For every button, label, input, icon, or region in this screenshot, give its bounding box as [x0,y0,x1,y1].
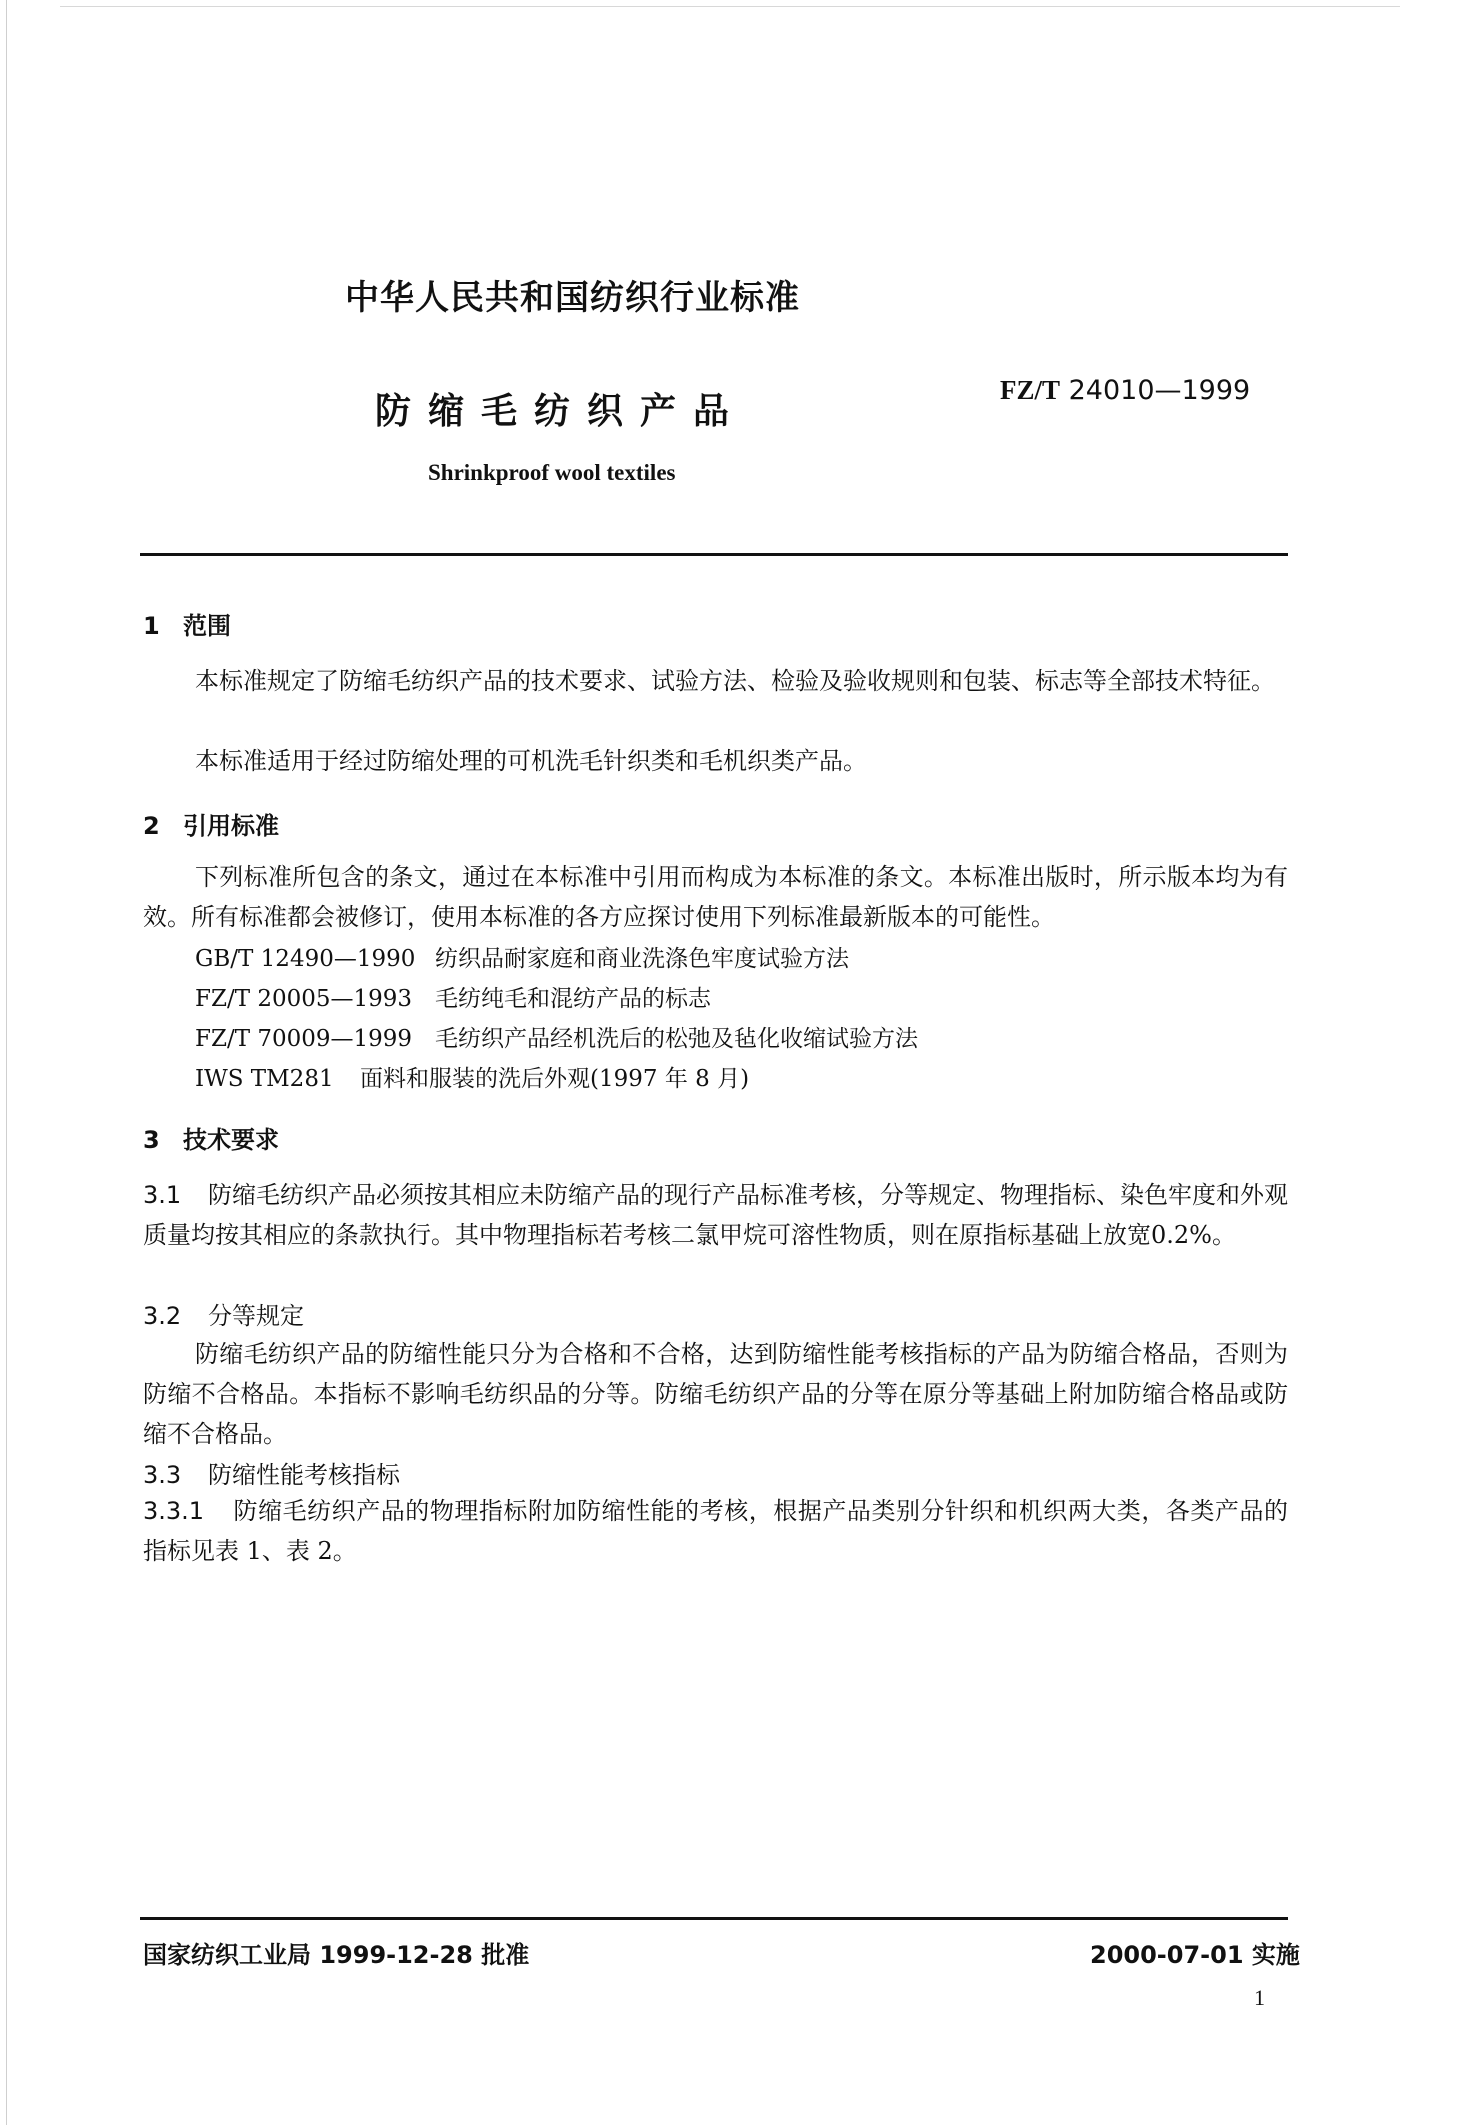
section-2-paragraph-1: 下列标准所包含的条文，通过在本标准中引用而构成为本标准的条文。本标准出版时，所示版本均为有效。所有标准都会被修订，使用本标准的各方应探讨使用下列标准最新版本的可能性。 [143,863,1288,931]
scan-edge-top [60,6,1400,7]
standard-code-prefix: FZ/T [1000,375,1061,405]
reference-title: 纺织品耐家庭和商业洗涤色牢度试验方法 [435,946,849,972]
reference-title: 毛纺纯毛和混纺产品的标志 [435,986,711,1012]
section-1-number: 1 [143,612,160,640]
section-2-heading [143,806,279,841]
clause-3-1-text: 防缩毛纺织产品必须按其相应未防缩产品的现行产品标准考核，分等规定、物理指标、染色牢度和外观质量均按其相应的条款执行。其中物理指标若考核二氯甲烷可溶性物质，则在原指标基础上放宽0.2%。 [143,1181,1288,1249]
clause-3-3-heading [143,1455,400,1490]
page-number: 1 [1254,1985,1265,2010]
clause-3-3-1-number: 3.3.1 [143,1497,205,1525]
section-3-number: 3 [143,1126,160,1154]
section-2-title: 引用标准 [183,812,279,840]
section-2-number: 2 [143,812,160,840]
clause-3-3-1 [143,1491,1288,1571]
clause-3-1 [143,1175,1288,1255]
clause-3-2-title: 分等规定 [208,1302,304,1330]
reference-code: IWS TM281 [195,1066,334,1092]
section-1-paragraph-1: 本标准规定了防缩毛纺织产品的技术要求、试验方法、检验及验收规则和包装、标志等全部技术特征。 [195,667,1275,695]
reference-item [195,1060,749,1093]
clause-3-2-text: 防缩毛纺织产品的防缩性能只分为合格和不合格，达到防缩性能考核指标的产品为防缩合格品，否则为防缩不合格品。本指标不影响毛纺织品的分等。防缩毛纺织产品的分等在原分等基础上附加防缩合格品或防缩不合格品。 [143,1340,1288,1448]
section-1-paragraph-2: 本标准适用于经过防缩处理的可机洗毛针织类和毛机织类产品。 [195,747,867,775]
section-3-title: 技术要求 [183,1126,279,1154]
approval-line: 国家纺织工业局 1999-12-28 批准 [143,1941,530,1969]
reference-item [195,1020,918,1053]
scan-edge-left [6,0,7,2125]
reference-item [195,940,849,973]
section-3-heading [143,1120,279,1155]
clause-3-2-number: 3.2 [143,1302,182,1330]
industry-standard-heading: 中华人民共和国纺织行业标准 [345,278,800,318]
standard-code-number: 24010—1999 [1068,375,1251,406]
clause-3-3-title: 防缩性能考核指标 [208,1461,400,1489]
reference-code: GB/T 12490—1990 [195,946,416,972]
header-divider [140,553,1288,556]
clause-3-3-1-text: 防缩毛纺织产品的物理指标附加防缩性能的考核，根据产品类别分针织和机织两大类，各类产品的指标见表 1、表 2。 [143,1497,1288,1565]
footer-divider [140,1917,1288,1920]
reference-title: 面料和服装的洗后外观(1997 年 8 月) [360,1066,750,1092]
standard-code [1000,375,1250,406]
section-1-heading [143,606,231,641]
reference-item [195,980,711,1013]
clause-3-2-heading [143,1296,304,1331]
clause-3-1-number: 3.1 [143,1181,182,1209]
section-1-title: 范围 [183,612,231,640]
reference-code: FZ/T 20005—1993 [195,986,413,1012]
document-title-cn: 防缩毛纺织产品 [375,391,747,432]
reference-title: 毛纺织产品经机洗后的松弛及毡化收缩试验方法 [435,1026,918,1052]
document-title-en: Shrinkproof wool textiles [428,460,676,485]
reference-code: FZ/T 70009—1999 [195,1026,413,1052]
clause-3-3-number: 3.3 [143,1461,182,1489]
effective-date-line: 2000-07-01 实施 [1090,1941,1300,1969]
